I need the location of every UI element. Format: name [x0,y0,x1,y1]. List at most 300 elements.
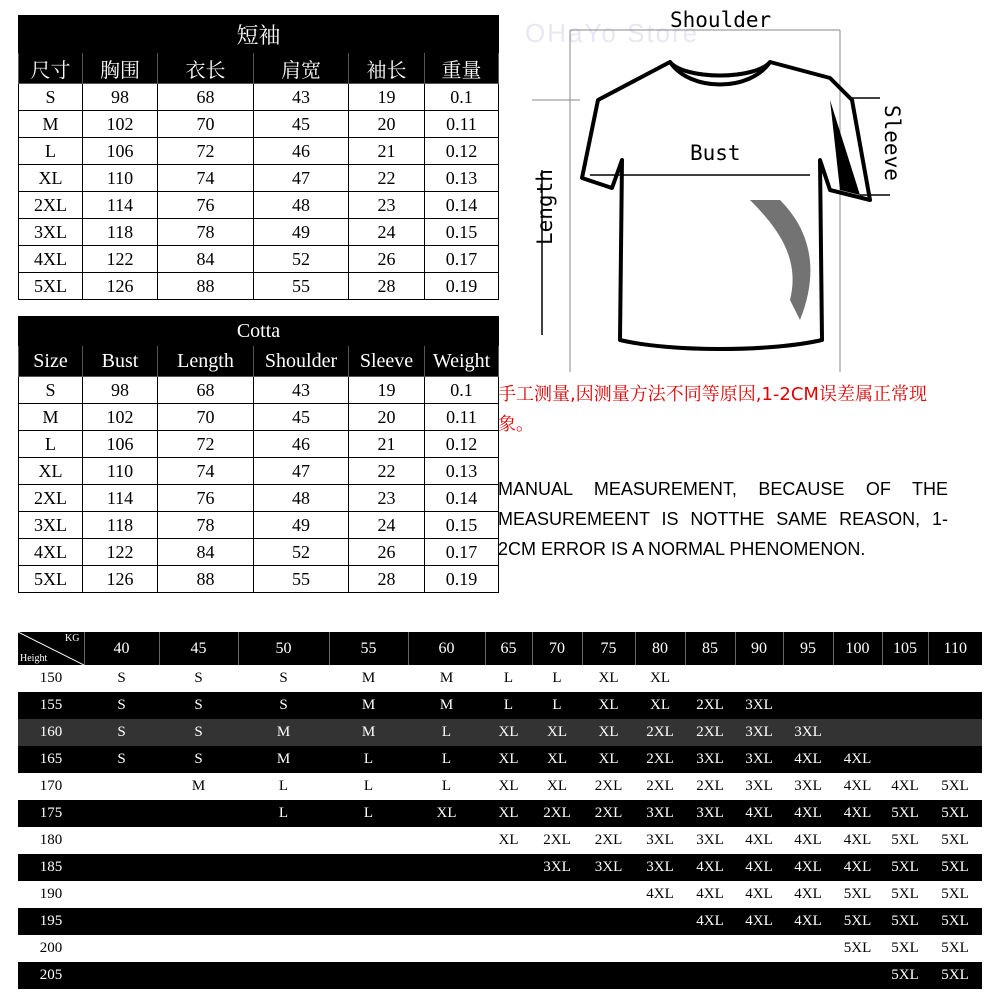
table-cell: 0.19 [425,566,499,593]
size-cell: 5XL [882,962,928,989]
grid-header-row [18,632,982,665]
table-cell: 47 [254,165,349,192]
size-cell [582,962,635,989]
table-cell: 0.13 [425,165,499,192]
table-cell: 46 [254,431,349,458]
table-cell: 2XL [19,485,83,512]
table-cell: 114 [83,192,158,219]
size-cell: 4XL [833,827,882,854]
table-cell: M [19,111,83,138]
size-cell: 3XL [532,854,582,881]
size-cell [329,854,408,881]
table-cell: 106 [83,431,158,458]
size-cell: S [84,746,159,773]
table-cell: 72 [158,138,254,165]
size-cell [84,827,159,854]
table-cell: 46 [254,138,349,165]
size-cell: 3XL [635,854,685,881]
size-cell [833,962,882,989]
size-cell: 4XL [783,908,833,935]
table-row [19,165,499,192]
column-header: 尺寸 [19,53,83,84]
size-cell: 2XL [685,719,735,746]
table-row [19,539,499,566]
size-cell: 2XL [582,827,635,854]
size-cell: 5XL [833,881,882,908]
size-cell [159,962,238,989]
size-cell: 4XL [735,827,783,854]
weight-header: 60 [408,632,485,665]
table-cell: 114 [83,485,158,512]
size-cell [408,962,485,989]
table-cell: 43 [254,84,349,111]
size-cell: S [238,665,329,692]
size-cell: 5XL [882,908,928,935]
table-cell: 45 [254,404,349,431]
size-cell: 4XL [735,800,783,827]
table-cell: S [19,84,83,111]
size-cell [84,908,159,935]
store-watermark: OHaYo Store [525,18,700,48]
table-cell: L [19,431,83,458]
size-cell: S [159,665,238,692]
table-row [19,377,499,404]
table-cell: 110 [83,458,158,485]
table-cell: 0.14 [425,485,499,512]
size-cell: XL [485,719,532,746]
height-weight-size-grid [18,632,982,989]
size-cell [485,908,532,935]
size-cell: 3XL [783,773,833,800]
size-cell [485,935,532,962]
table-cell: 22 [349,458,425,485]
table-row [19,431,499,458]
size-cell: M [329,665,408,692]
size-cell: 4XL [833,800,882,827]
size-cell [882,692,928,719]
table-cell: 68 [158,84,254,111]
size-cell [833,719,882,746]
size-cell: 4XL [783,827,833,854]
size-cell [408,854,485,881]
table-cell: 98 [83,377,158,404]
size-cell [329,935,408,962]
size-cell: M [159,773,238,800]
sleeve-label: Sleeve [880,105,904,181]
height-cell: 190 [18,881,84,908]
size-cell: 3XL [735,773,783,800]
table-cell: 0.13 [425,458,499,485]
size-cell: M [329,692,408,719]
size-cell: M [408,692,485,719]
size-cell: 5XL [928,773,982,800]
size-cell [783,962,833,989]
size-cell [329,827,408,854]
table-cell: 52 [254,539,349,566]
table-cell: 88 [158,273,254,300]
size-cell: 3XL [735,692,783,719]
table-cell: 48 [254,485,349,512]
grid-row [18,908,982,935]
grid-row [18,800,982,827]
size-cell [159,827,238,854]
table-cell: 88 [158,566,254,593]
table-header-row [19,346,499,377]
tshirt-measurement-diagram [520,0,920,380]
table-row [19,192,499,219]
table-cell: 78 [158,219,254,246]
size-cell: S [159,746,238,773]
size-cell [685,962,735,989]
grid-row [18,665,982,692]
size-cell: L [532,665,582,692]
table-cell: 74 [158,458,254,485]
table-cell: 26 [349,539,425,566]
weight-header: 80 [635,632,685,665]
table-row [19,84,499,111]
size-cell [928,692,982,719]
height-cell: 200 [18,935,84,962]
size-cell: 3XL [735,719,783,746]
size-cell: 4XL [735,881,783,908]
height-cell: 150 [18,665,84,692]
table-cell: 21 [349,431,425,458]
size-cell: 2XL [635,719,685,746]
size-cell: L [408,719,485,746]
table-row [19,246,499,273]
table-cell: 0.15 [425,512,499,539]
size-cell [635,935,685,962]
table-cell: 0.17 [425,539,499,566]
size-cell [159,881,238,908]
size-cell: 4XL [635,881,685,908]
size-cell [833,665,882,692]
table-row [19,138,499,165]
weight-header: 45 [159,632,238,665]
size-cell [238,935,329,962]
size-cell: 4XL [833,854,882,881]
size-cell [485,854,532,881]
height-cell: 175 [18,800,84,827]
grid-row [18,692,982,719]
size-cell: M [238,746,329,773]
table-cell: 23 [349,192,425,219]
size-cell [159,935,238,962]
table-cell: 106 [83,138,158,165]
size-cell: 5XL [882,881,928,908]
table-row [19,566,499,593]
table-cell: 76 [158,485,254,512]
column-header: 衣长 [158,53,254,84]
size-cell: 5XL [833,935,882,962]
table-cell: 72 [158,431,254,458]
size-cell: XL [635,692,685,719]
size-cell [84,881,159,908]
size-cell [532,962,582,989]
column-header: 重量 [425,53,499,84]
column-header: Sleeve [349,346,425,377]
weight-header: 75 [582,632,635,665]
grid-row [18,746,982,773]
size-cell [408,827,485,854]
size-cell [882,719,928,746]
table-cell: 126 [83,273,158,300]
size-cell: 5XL [928,854,982,881]
table-cell: 0.11 [425,404,499,431]
size-cell [635,962,685,989]
table-cell: 84 [158,246,254,273]
table-cell: 48 [254,192,349,219]
size-cell: XL [532,719,582,746]
size-cell [329,881,408,908]
size-cell: L [408,746,485,773]
table-cell: 0.1 [425,377,499,404]
size-cell [408,908,485,935]
size-cell [84,935,159,962]
height-cell: 180 [18,827,84,854]
size-cell: S [84,665,159,692]
size-cell: XL [635,665,685,692]
table-cell: 19 [349,84,425,111]
size-cell: 5XL [882,827,928,854]
size-cell: 4XL [783,746,833,773]
grid-row [18,935,982,962]
size-cell [635,908,685,935]
table-cell: 5XL [19,566,83,593]
table-cell: 24 [349,512,425,539]
table-cell: 0.17 [425,246,499,273]
weight-header: 40 [84,632,159,665]
grid-row [18,881,982,908]
size-cell: L [485,665,532,692]
weight-header: 65 [485,632,532,665]
size-cell: 5XL [882,935,928,962]
table-cell: XL [19,165,83,192]
table-cell: 45 [254,111,349,138]
height-cell: 160 [18,719,84,746]
size-cell [685,935,735,962]
grid-row [18,854,982,881]
table-cell: 4XL [19,246,83,273]
table-row [19,404,499,431]
size-cell [408,935,485,962]
size-cell [159,908,238,935]
size-cell: L [532,692,582,719]
size-cell: 3XL [685,800,735,827]
height-cell: 195 [18,908,84,935]
size-cell [329,962,408,989]
size-cell: XL [582,719,635,746]
size-cell [532,881,582,908]
height-cell: 205 [18,962,84,989]
weight-header: 85 [685,632,735,665]
size-cell [882,746,928,773]
table-cell: 3XL [19,512,83,539]
grid-corner [18,632,84,665]
column-header: Weight [425,346,499,377]
size-cell [159,854,238,881]
table-cell: 0.15 [425,219,499,246]
size-cell: L [329,800,408,827]
height-axis-label: Height [20,653,48,664]
size-cell: XL [408,800,485,827]
size-cell: S [159,692,238,719]
size-cell: 5XL [928,881,982,908]
size-cell: L [408,773,485,800]
table-cell: 126 [83,566,158,593]
table-cell: 3XL [19,219,83,246]
column-header: Length [158,346,254,377]
size-cell [928,719,982,746]
size-cell: XL [582,746,635,773]
table-cell: L [19,138,83,165]
size-cell [582,908,635,935]
size-cell: S [84,719,159,746]
table-cell: 122 [83,246,158,273]
weight-header: 105 [882,632,928,665]
table-row [19,512,499,539]
table-cell: 22 [349,165,425,192]
size-cell: 3XL [635,800,685,827]
table-cell: 49 [254,512,349,539]
table-cell: 23 [349,485,425,512]
table-cell: 21 [349,138,425,165]
table-row [19,219,499,246]
size-cell: S [84,692,159,719]
size-cell: 5XL [833,908,882,935]
size-cell: 3XL [582,854,635,881]
size-cell: 2XL [532,827,582,854]
size-cell: 4XL [735,908,783,935]
table-cell: 19 [349,377,425,404]
size-cell: L [238,773,329,800]
measurement-note-english: MANUAL MEASUREMENT, BECAUSE OF THE MEASUREMEENT IS NOTTHE SAME REASON, 1-2CM ERROR IS A NORMAL PHENOMENON. [498,479,948,559]
table-cell: 0.12 [425,431,499,458]
size-cell: 3XL [685,746,735,773]
size-cell [783,935,833,962]
table-cell: 20 [349,404,425,431]
size-cell: XL [485,773,532,800]
weight-header: 70 [532,632,582,665]
table-cell: 118 [83,512,158,539]
size-cell: XL [485,827,532,854]
shoulder-label: Shoulder [670,8,772,32]
grid-row [18,773,982,800]
size-cell: 3XL [783,719,833,746]
size-cell [783,665,833,692]
tshirt-icon [582,62,870,349]
size-cell [408,881,485,908]
size-cell: XL [485,746,532,773]
size-table-english [18,316,499,593]
table-cell: 78 [158,512,254,539]
size-cell [238,962,329,989]
size-cell [485,881,532,908]
table-cell: 122 [83,539,158,566]
size-cell: 2XL [582,773,635,800]
table-cell: 0.19 [425,273,499,300]
grid-row [18,827,982,854]
size-cell: M [238,719,329,746]
size-cell [84,800,159,827]
size-cell: 3XL [735,746,783,773]
size-cell: 5XL [882,854,928,881]
size-cell [582,935,635,962]
size-cell: 3XL [635,827,685,854]
size-cell: 5XL [928,800,982,827]
size-cell: 4XL [783,800,833,827]
table-cell: 84 [158,539,254,566]
size-cell [329,908,408,935]
size-cell: 4XL [833,746,882,773]
size-cell: 2XL [685,773,735,800]
column-header: 袖长 [349,53,425,84]
size-cell [159,800,238,827]
table-title: Cotta [19,317,499,346]
table-cell: 118 [83,219,158,246]
size-cell: L [329,773,408,800]
size-cell [783,692,833,719]
table-row [19,485,499,512]
size-cell: 5XL [928,908,982,935]
size-cell: XL [582,692,635,719]
column-header: Size [19,346,83,377]
size-cell: L [238,800,329,827]
size-cell [735,962,783,989]
table-row [19,111,499,138]
size-cell: 2XL [685,692,735,719]
size-cell: 5XL [928,962,982,989]
table-cell: 4XL [19,539,83,566]
table-cell: 28 [349,273,425,300]
size-cell: 4XL [783,881,833,908]
size-cell: S [159,719,238,746]
table-cell: 102 [83,404,158,431]
size-cell: 4XL [685,908,735,935]
table-row [19,273,499,300]
size-cell [735,665,783,692]
table-title: 短袖 [19,16,499,53]
size-cell: XL [582,665,635,692]
size-cell: 2XL [532,800,582,827]
weight-header: 95 [783,632,833,665]
size-cell [84,773,159,800]
size-cell: L [329,746,408,773]
size-cell [582,881,635,908]
table-cell: 28 [349,566,425,593]
height-cell: 155 [18,692,84,719]
size-cell [735,935,783,962]
size-cell: 4XL [882,773,928,800]
size-cell: 4XL [685,854,735,881]
size-cell: 3XL [685,827,735,854]
table-cell: 76 [158,192,254,219]
weight-axis-label: KG [65,633,80,644]
size-cell [485,962,532,989]
table-cell: 52 [254,246,349,273]
table-cell: 55 [254,273,349,300]
weight-header: 100 [833,632,882,665]
size-cell [928,746,982,773]
size-cell: 5XL [882,800,928,827]
table-cell: 0.1 [425,84,499,111]
size-cell [685,665,735,692]
size-cell: S [238,692,329,719]
height-cell: 170 [18,773,84,800]
size-cell: 2XL [635,746,685,773]
size-cell: M [408,665,485,692]
size-cell [238,827,329,854]
